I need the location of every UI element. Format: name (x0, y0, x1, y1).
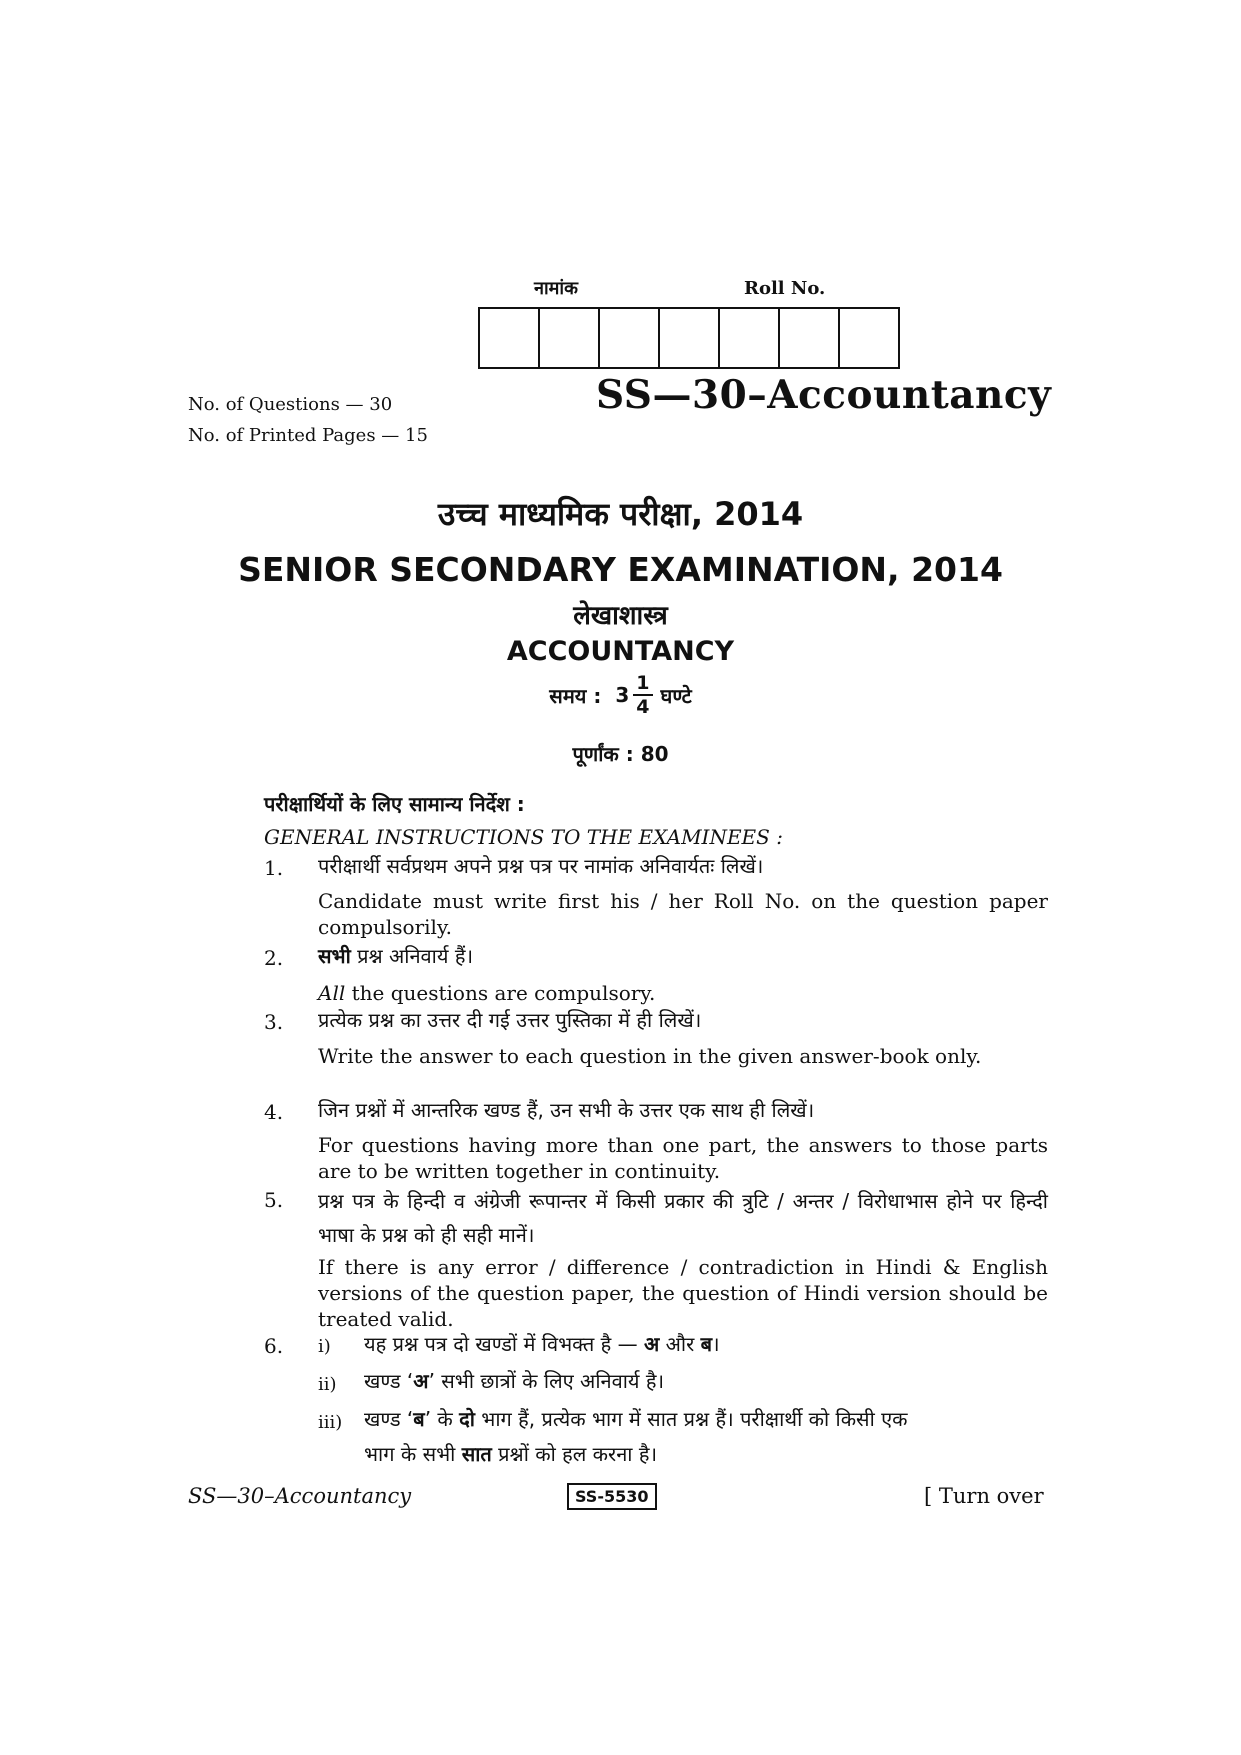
exam-title-english: SENIOR SECONDARY EXAMINATION, 2014 (238, 550, 1003, 589)
time-numerator: 1 (633, 672, 652, 696)
roll-number-boxes[interactable] (478, 307, 900, 369)
time-denominator: 4 (636, 696, 650, 718)
item-hindi-text: प्रश्न अनिवार्य हैं। (350, 944, 474, 968)
item-hindi: परीक्षार्थी सर्वप्रथम अपने प्रश्न पत्र पर नामांक अनिवार्यतः लिखें। (318, 854, 764, 878)
sub-text: और (659, 1332, 701, 1356)
sub-bold: दो (459, 1407, 475, 1431)
page-count: No. of Printed Pages — 15 (188, 425, 428, 446)
time-unit: घण्टे (660, 683, 692, 708)
sub-text: यह प्रश्न पत्र दो खण्डों में विभक्त है — (364, 1332, 644, 1356)
sub-bold: अ (413, 1369, 429, 1393)
footer-paper-code: SS—30–Accountancy (188, 1484, 412, 1508)
item-english: If there is any error / difference / contradiction in Hindi & English versions of the question paper, the question of Hindi version should be treated valid. (318, 1255, 1048, 1331)
item-hindi: प्रश्न पत्र के हिन्दी व अंग्रेजी रूपान्तर में किसी प्रकार की त्रुटि / अन्तर / विरोधाभास होने पर हिन्दी भाषा के प्रश्न को ही सही मानें। (318, 1189, 1048, 1247)
sub-text: भाग हैं, प्रत्येक भाग में सात प्रश्न हैं। परीक्षार्थी को किसी एक (474, 1407, 908, 1431)
paper-code: SS—30–Accountancy (596, 372, 1052, 418)
time-whole: 3 (615, 683, 630, 707)
roll-digit-box[interactable] (600, 309, 660, 367)
subject-hindi: लेखाशास्त्र (573, 601, 668, 631)
item-number: 4. (264, 1100, 284, 1124)
sub-text: खण्ड ‘ (364, 1369, 414, 1393)
exam-title-hindi: उच्च माध्यमिक परीक्षा, 2014 (437, 495, 804, 533)
sub-item-number: ii) (318, 1374, 337, 1395)
item-english-text: the questions are compulsory. (345, 981, 656, 1005)
item-number: 1. (264, 856, 284, 880)
roll-digit-box[interactable] (780, 309, 840, 367)
sub-bold: ब (700, 1332, 713, 1356)
item-hindi: जिन प्रश्नों में आन्तरिक खण्ड हैं, उन सभी के उत्तर एक साथ ही लिखें। (318, 1098, 815, 1122)
sub-item-text (364, 1330, 720, 1357)
sub-text: प्रश्नों को हल करना है। (491, 1442, 658, 1466)
sub-text: खण्ड ‘ (364, 1407, 414, 1431)
max-marks: पूर्णांक : 80 (572, 742, 669, 766)
instructions-heading-english: GENERAL INSTRUCTIONS TO THE EXAMINEES : (264, 825, 783, 849)
roll-number-labels (476, 276, 904, 306)
sub-bold: ब (413, 1407, 425, 1431)
roll-digit-box[interactable] (720, 309, 780, 367)
sub-text: ’ के (424, 1407, 460, 1431)
roll-label-english: Roll No. (744, 278, 826, 299)
sub-item-number: i) (318, 1336, 331, 1357)
item-english: For questions having more than one part, the answers to those parts are to be written together in continuity. (318, 1133, 1048, 1183)
sub-text: ’ सभी छात्रों के लिए अनिवार्य है। (428, 1369, 665, 1393)
question-count: No. of Questions — 30 (188, 394, 393, 415)
item-english (318, 980, 1048, 1006)
subject-english: ACCOUNTANCY (506, 636, 735, 667)
item-hindi (318, 942, 473, 969)
exam-duration (0, 672, 1241, 718)
time-fraction (633, 672, 652, 718)
roll-label-hindi: नामांक (534, 278, 578, 299)
turn-over-note: [ Turn over (924, 1484, 1044, 1508)
item-number: 2. (264, 946, 284, 970)
sub-item-number: iii) (318, 1412, 343, 1433)
item-hindi: प्रत्येक प्रश्न का उत्तर दी गई उत्तर पुस्तिका में ही लिखें। (318, 1008, 702, 1032)
roll-digit-box[interactable] (660, 309, 720, 367)
sub-bold: अ (643, 1332, 660, 1356)
time-label: समय : (549, 683, 602, 708)
roll-digit-box[interactable] (840, 309, 898, 367)
item-number: 6. (264, 1334, 284, 1358)
sub-text: । (712, 1332, 720, 1356)
roll-digit-box[interactable] (540, 309, 600, 367)
sub-item-text (364, 1367, 664, 1394)
item-number: 3. (264, 1010, 284, 1034)
sub-text: भाग के सभी (364, 1442, 462, 1466)
roll-digit-box[interactable] (480, 309, 540, 367)
item-english-italic: All (318, 981, 346, 1005)
sub-bold: सात (461, 1442, 492, 1466)
sub-item-text-continued (364, 1440, 657, 1467)
sub-item-text (364, 1405, 1048, 1432)
item-number: 5. (264, 1188, 284, 1212)
instructions-heading-hindi: परीक्षार्थियों के लिए सामान्य निर्देश : (264, 792, 525, 816)
item-hindi-bold: सभी (318, 944, 351, 968)
footer-booklet-code: SS-5530 (567, 1483, 657, 1510)
item-english: Write the answer to each question in the given answer-book only. (318, 1044, 982, 1068)
item-english: Candidate must write first his / her Roll No. on the question paper compulsorily. (318, 889, 1048, 939)
